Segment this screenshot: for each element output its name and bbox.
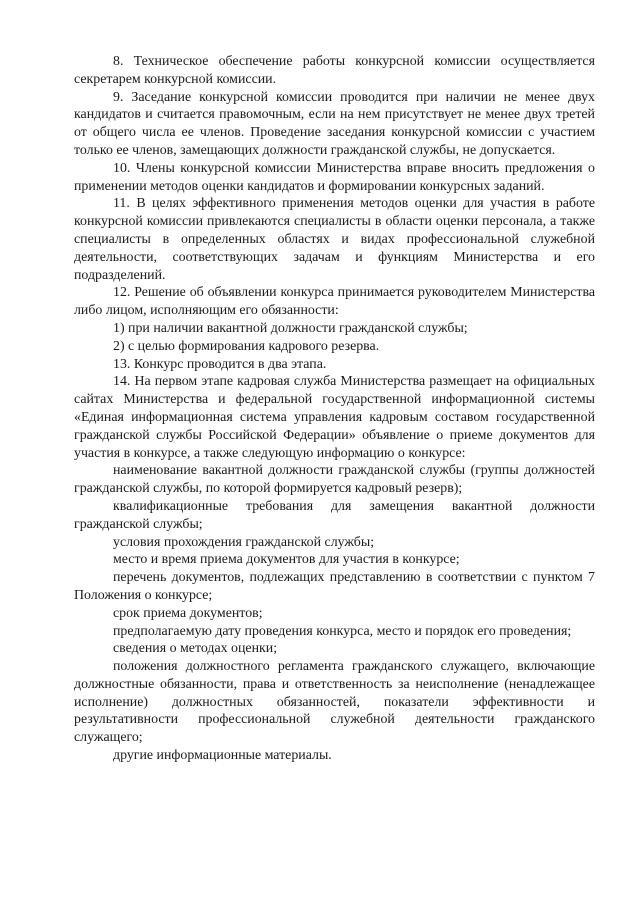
list-item-14-5: перечень документов, подлежащих представлению в соответствии с пунктом 7 Положения о конкурсе; bbox=[74, 570, 595, 603]
list-item-14-1: наименование вакантной должности гражданской службы (группы должностей гражданской службы, по которой формируется кадровый резерв); bbox=[74, 463, 595, 497]
paragraph-11: 11. В целях эффективного применения методов оценки для участия в работе конкурсной комиссии привлекаются специалисты в области оценки персонала, а также специалисты в определенных областях и видах профессиональной служебной деятельности, соответствующих задачам и функциям Министерства и его подразделений. bbox=[74, 196, 595, 283]
paragraph-14: 14. На первом этапе кадровая служба Министерства размещает на официальных сайтах Министерства и федеральной государственной информационной системы «Единая информационная система управления кадровым составом государственной гражданской службы Российской Федерации» объявление о приеме документов для участия в конкурсе, а также следующую информацию о конкурсе: bbox=[74, 374, 595, 461]
list-item-12-1: 1) при наличии вакантной должности гражданской службы; bbox=[113, 320, 468, 336]
list-item-14-4: место и время приема документов для участия в конкурсе; bbox=[113, 552, 460, 568]
list-item-14-3: условия прохождения гражданской службы; bbox=[113, 534, 375, 550]
list-item-14-6: срок приема документов; bbox=[113, 605, 263, 621]
list-item-14-2: квалификационные требования для замещения вакантной должности гражданской службы; bbox=[74, 498, 595, 532]
paragraph-10: 10. Члены конкурсной комиссии Министерства вправе вносить предложения о применении методов оценки кандидатов и формировании конкурсных заданий. bbox=[74, 160, 595, 194]
list-item-14-10: другие информационные материалы. bbox=[113, 748, 332, 764]
list-item-12-2: 2) с целью формирования кадрового резерва. bbox=[113, 338, 380, 354]
paragraph-9: 9. Заседание конкурсной комиссии проводится при наличии не менее двух кандидатов и считается правомочным, если на нем присутствует не менее двух третей от общего числа ее членов. Проведение заседания конкурсной комиссии с участием только ее членов, замещающих должности гражданской службы, не допускается. bbox=[74, 89, 595, 158]
list-item-14-8: сведения о методах оценки; bbox=[113, 641, 278, 657]
paragraph-8: 8. Техническое обеспечение работы конкурсной комиссии осуществляется секретарем конкурсной комиссии. bbox=[74, 54, 595, 87]
paragraph-13: 13. Конкурс проводится в два этапа. bbox=[113, 356, 327, 372]
paragraph-12: 12. Решение об объявлении конкурса принимается руководителем Министерства либо лицом, исполняющим его обязанности: bbox=[74, 285, 595, 319]
list-item-14-7: предполагаемую дату проведения конкурса, место и порядок его проведения; bbox=[113, 623, 572, 639]
document-body bbox=[74, 53, 595, 765]
list-item-14-9: положения должностного регламента гражданского служащего, включающие должностные обязанности, права и ответственность за неисполнение (ненадлежащее исполнение) должностных обязанностей, показатели эффективности и результативности профессиональной служебной деятельности гражданского служащего; bbox=[74, 659, 595, 746]
